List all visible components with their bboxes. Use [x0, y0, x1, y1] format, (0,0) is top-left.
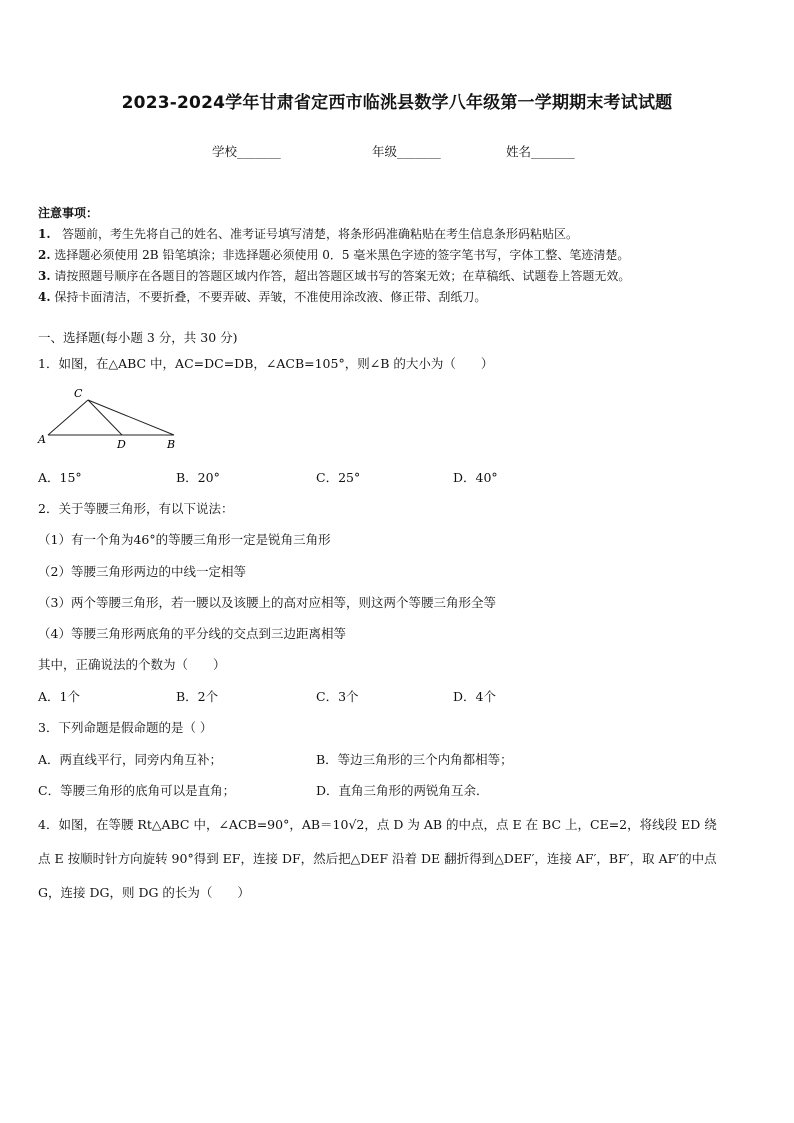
q1-option-a[interactable]: A．15° — [38, 470, 82, 485]
notes-heading: 注意事项： — [38, 206, 99, 220]
page-title: 2023-2024学年甘肃省定西市临洮县数学八年级第一学期期末考试试题 — [121, 93, 673, 113]
q1-option-c[interactable]: C．25° — [316, 470, 361, 485]
q3-option-c[interactable]: C．等腰三角形的底角可以是直角； — [38, 783, 236, 798]
q4-line: G，连接 DG，则 DG 的长为（ ） — [38, 885, 250, 900]
q3-option-d[interactable]: D．直角三角形的两锐角互余． — [316, 783, 489, 798]
q2-statement-1: （1）有一个角为46°的等腰三角形一定是锐角三角形 — [38, 532, 331, 547]
segment-cb — [88, 400, 174, 435]
q2-statement-2: （2）等腰三角形两边的中线一定相等 — [38, 564, 246, 579]
q2-option-b[interactable]: B．2个 — [176, 689, 219, 704]
question-1-stem: 1．如图，在△ABC 中，AC=DC=DB，∠ACB=105°，则∠B 的大小为（ ） — [38, 356, 494, 371]
label-d: D — [117, 438, 126, 451]
question-3-stem: 3．下列命题是假命题的是（ ） — [38, 720, 213, 735]
school-field: 学校_______ — [212, 144, 281, 159]
question-4-stem — [38, 808, 758, 910]
q2-option-d[interactable]: D．4个 — [453, 689, 496, 704]
q2-statement-4: （4）等腰三角形两底角的平分线的交点到三边距离相等 — [38, 626, 346, 641]
question-2-stem: 2．关于等腰三角形，有以下说法： — [38, 501, 234, 516]
label-a: A — [38, 433, 46, 446]
label-b: B — [167, 438, 176, 451]
grade-field: 年级_______ — [372, 144, 441, 159]
name-field: 姓名_______ — [506, 144, 575, 159]
q4-line: 点 E 按顺时针方向旋转 90°得到 EF，连接 DF，然后把△DEF 沿着 DE 翻折得到△DEF′，连接 AF′，BF′，取 AF′的中点 — [38, 851, 717, 866]
q2-question: 其中，正确说法的个数为（ ） — [38, 657, 226, 672]
note-item: 1. 答题前，考生先将自己的姓名、准考证号填写清楚，将条形码准确粘贴在考生信息条形码粘贴区。 — [38, 227, 578, 241]
notes-block — [38, 203, 758, 308]
note-item: 3. 请按照题号顺序在各题目的答题区域内作答，超出答题区域书写的答案无效；在草稿纸、试题卷上答题无效。 — [38, 269, 631, 283]
note-item: 2. 选择题必须使用 2B 铅笔填涂；非选择题必须使用 0．5 毫米黑色字迹的签字笔书写，字体工整、笔迹清楚。 — [38, 248, 630, 262]
q2-statement-3: （3）两个等腰三角形，若一腰以及该腰上的高对应相等，则这两个等腰三角形全等 — [38, 595, 496, 610]
note-item: 4. 保持卡面清洁，不要折叠，不要弄破、弄皱，不准使用涂改液、修正带、刮纸刀。 — [38, 290, 487, 304]
q4-line: 4．如图，在等腰 Rt△ABC 中，∠ACB=90°，AB＝10√2，点 D 为 AB 的中点，点 E 在 BC 上，CE=2，将线段 ED 绕 — [38, 817, 717, 832]
triangle-figure — [36, 385, 186, 451]
q2-option-c[interactable]: C．3个 — [316, 689, 359, 704]
segment-cd — [88, 400, 122, 435]
q1-option-b[interactable]: B．20° — [176, 470, 220, 485]
segment-ac — [48, 400, 88, 435]
q3-option-b[interactable]: B．等边三角形的三个内角都相等； — [316, 752, 513, 767]
section-heading: 一、选择题(每小题 3 分，共 30 分) — [38, 330, 238, 345]
q2-option-a[interactable]: A．1个 — [38, 689, 80, 704]
label-c: C — [74, 387, 83, 400]
q3-option-a[interactable]: A．两直线平行，同旁内角互补； — [38, 752, 223, 767]
q1-option-d[interactable]: D．40° — [453, 470, 498, 485]
